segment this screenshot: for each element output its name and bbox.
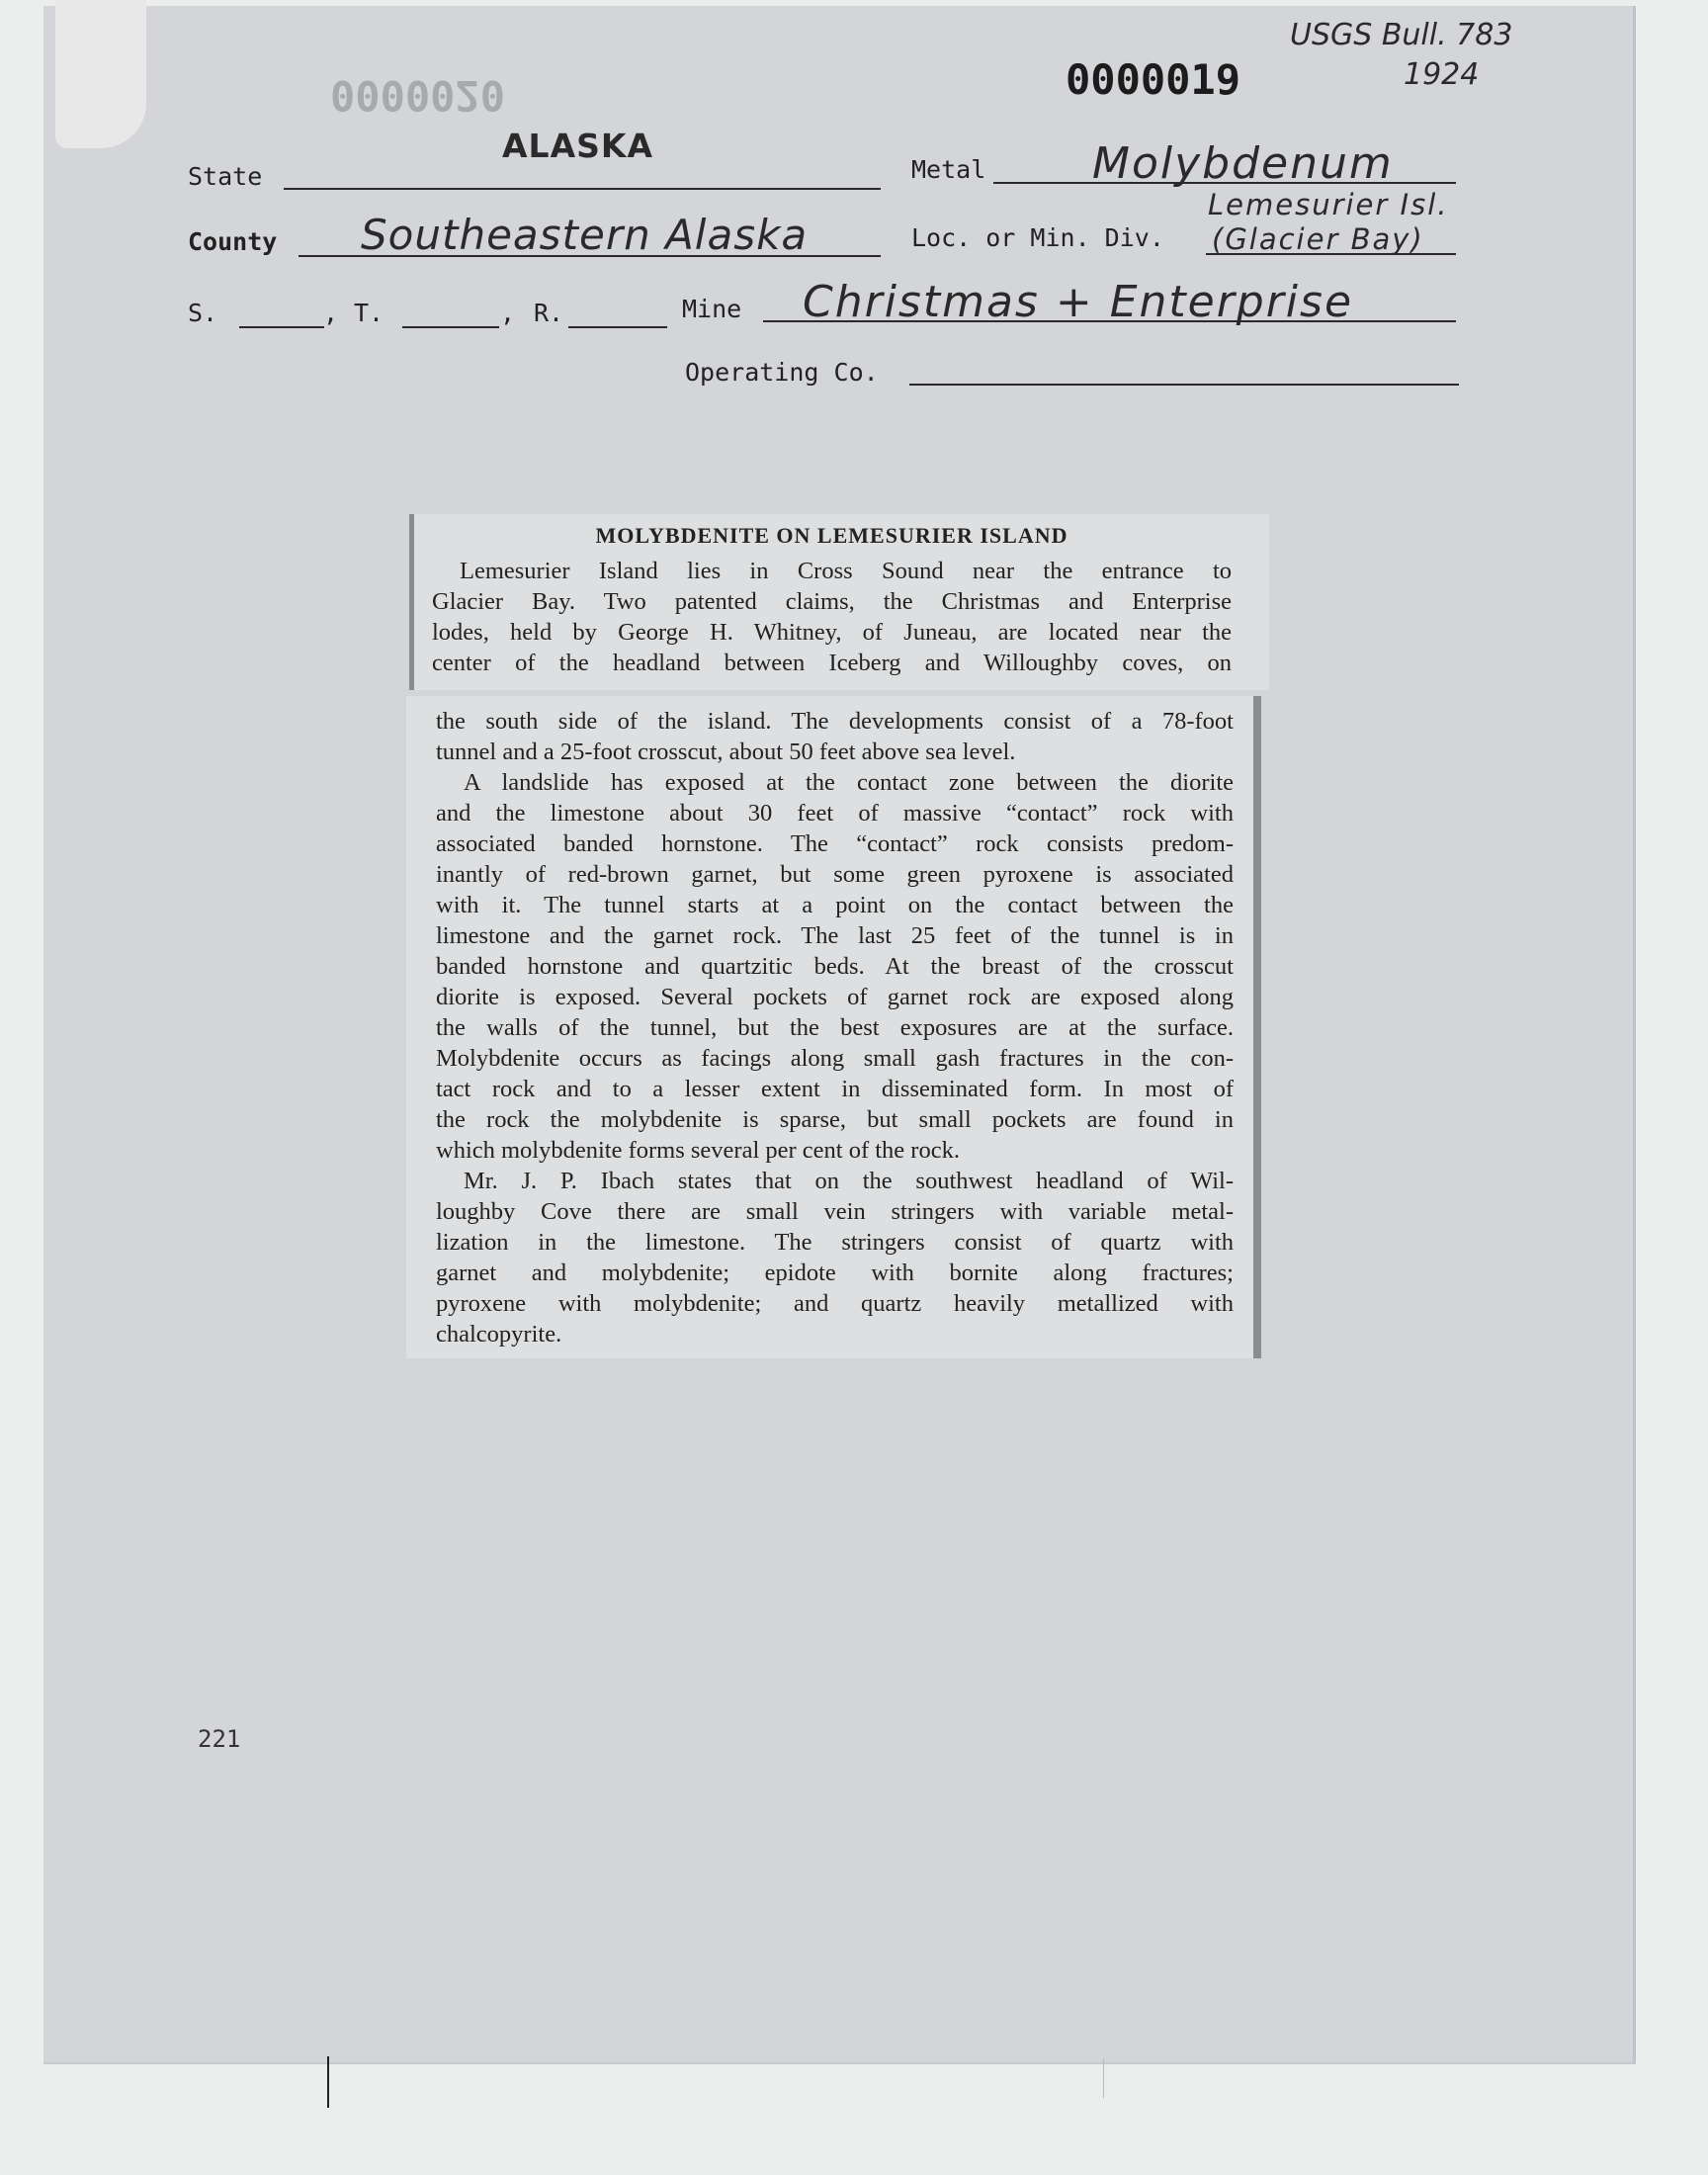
clipping-line: the walls of the tunnel, but the best exposures are at the surface. [436, 1014, 1234, 1041]
mine-value: Christmas + Enterprise [803, 277, 1354, 327]
state-line [284, 188, 881, 190]
loc-label: Loc. or Min. Div. [911, 223, 1164, 252]
range-line [568, 326, 667, 328]
clipping-line: tact rock and to a lesser extent in disseminated form. In most of [436, 1076, 1234, 1102]
clipping-line: associated banded hornstone. The “contact” rock consists predom- [436, 830, 1234, 857]
clipping-line: lodes, held by George H. Whitney, of Juneau, are located near the [432, 619, 1232, 646]
state-label: State [188, 162, 263, 191]
torn-corner [55, 0, 146, 148]
clipping-line: loughby Cove there are small vein stringers with variable metal- [436, 1198, 1234, 1225]
township-label: T. [354, 299, 384, 327]
section-comma: , [323, 299, 339, 327]
county-value: Southeastern Alaska [361, 211, 809, 259]
page-number: 221 [198, 1725, 241, 1753]
clipping-title: MOLYBDENITE ON LEMESURIER ISLAND [595, 523, 1068, 548]
clipping-part-2 [406, 696, 1261, 1358]
faded-stamp-number: 0000020 [330, 71, 506, 120]
clipping-line: pyroxene with molybdenite; and quartz heavily metallized with [436, 1290, 1234, 1317]
clipping-line: Lemesurier Island lies in Cross Sound near the entrance to [460, 558, 1232, 584]
operating-label: Operating Co. [685, 358, 879, 387]
reference-note: USGS Bull. 783 [1290, 18, 1513, 52]
clipping-line: A landslide has exposed at the contact zone between the diorite [464, 769, 1234, 796]
loc-value-line1: Lemesurier Isl. [1208, 188, 1449, 221]
clipping-line: center of the headland between Iceberg and Willoughby coves, on [432, 650, 1232, 676]
clipping-line: banded hornstone and quartzitic beds. At the breast of the crosscut [436, 953, 1234, 980]
section-line [239, 326, 324, 328]
clipping-line: which molybdenite forms several per cent of the rock. [436, 1137, 960, 1164]
township-comma: , [500, 299, 516, 327]
clipping-line: inantly of red-brown garnet, but some green pyroxene is associated [436, 861, 1234, 888]
clipping-line: lization in the limestone. The stringers consist of quartz with [436, 1229, 1234, 1256]
clipping-line: the rock the molybdenite is sparse, but small pockets are found in [436, 1106, 1234, 1133]
stamp-number: 0000019 [1066, 55, 1241, 104]
clipping-line: Mr. J. P. Ibach states that on the southwest headland of Wil- [464, 1168, 1234, 1194]
range-label: R. [534, 299, 564, 327]
clipping-line: chalcopyrite. [436, 1321, 562, 1348]
clipping-line: the south side of the island. The developments consist of a 78-foot [436, 708, 1234, 735]
metal-label: Metal [911, 155, 986, 184]
county-label: County [188, 227, 278, 256]
mine-label: Mine [682, 295, 742, 323]
operating-line [909, 384, 1459, 386]
clipping-line: diorite is exposed. Several pockets of garnet rock are exposed along [436, 984, 1234, 1010]
metal-value: Molybdenum [1092, 138, 1394, 189]
faint-line [1103, 2058, 1104, 2098]
reference-year: 1924 [1404, 57, 1480, 92]
clipping-line: with it. The tunnel starts at a point on the contact between the [436, 892, 1234, 918]
clipping-part-1 [409, 514, 1269, 690]
state-value: ALASKA [502, 127, 653, 165]
clipping-line: tunnel and a 25-foot crosscut, about 50 feet above sea level. [436, 739, 1016, 765]
clipping-line: Glacier Bay. Two patented claims, the Christmas and Enterprise [432, 588, 1232, 615]
margin-line [327, 2056, 329, 2108]
clipping-line: garnet and molybdenite; epidote with bornite along fractures; [436, 1260, 1234, 1286]
township-line [402, 326, 499, 328]
clipping-line: limestone and the garnet rock. The last 25 feet of the tunnel is in [436, 922, 1234, 949]
loc-value-line2: (Glacier Bay) [1212, 222, 1424, 256]
section-label: S. [188, 299, 218, 327]
clipping-line: Molybdenite occurs as facings along small gash fractures in the con- [436, 1045, 1234, 1072]
clipping-line: and the limestone about 30 feet of massive “contact” rock with [436, 800, 1234, 826]
